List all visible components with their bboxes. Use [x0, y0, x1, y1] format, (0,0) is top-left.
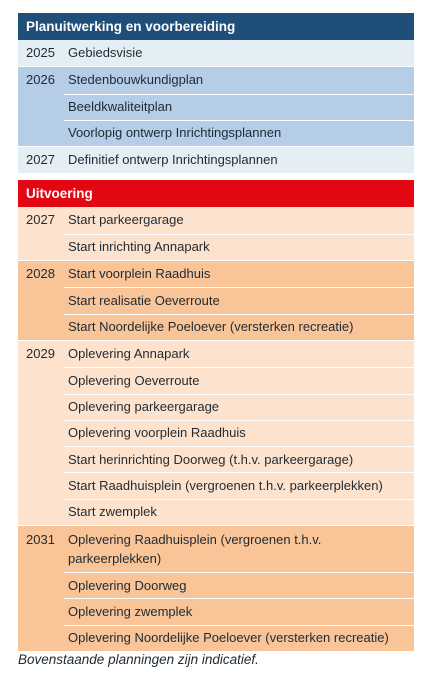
year-group	[18, 147, 414, 174]
activity-item: Start herinrichting Doorweg (t.h.v. parkeergarage)	[64, 446, 414, 472]
activity-item: Oplevering Raadhuisplein (vergroenen t.h.v. parkeerplekken)	[68, 532, 322, 567]
year-cell	[18, 526, 64, 651]
year-group	[18, 261, 414, 341]
activity-item: Oplevering Annapark	[68, 345, 190, 361]
activity-item: Oplevering zwemplek	[64, 598, 414, 624]
planning-table	[18, 13, 414, 652]
activity-list	[64, 40, 414, 66]
year-cell	[18, 40, 64, 66]
activity-item: Start realisatie Oeverroute	[64, 287, 414, 313]
year-cell	[18, 67, 64, 146]
section-planuitwerking	[18, 40, 414, 174]
activity-item: Oplevering parkeergarage	[64, 394, 414, 420]
year-label: 2026	[26, 72, 55, 88]
year-group	[18, 67, 414, 147]
activity-item: Oplevering Noordelijke Poeloever (versterken recreatie)	[64, 625, 414, 651]
year-cell	[18, 147, 64, 173]
activity-item: Oplevering voorplein Raadhuis	[64, 420, 414, 446]
year-group	[18, 526, 414, 652]
activity-item: Voorlopig ontwerp Inrichtingsplannen	[64, 120, 414, 146]
caption: Bovenstaande planningen zijn indicatief.	[18, 652, 259, 667]
activity-item: Start inrichting Annapark	[64, 234, 414, 260]
year-cell	[18, 261, 64, 340]
year-label: 2027	[26, 212, 55, 228]
activity-list	[64, 207, 414, 260]
year-cell	[18, 341, 64, 525]
activity-item: Stedenbouwkundigplan	[68, 72, 204, 88]
section-header-planuitwerking: Planuitwerking en voorbereiding	[18, 13, 414, 40]
section-uitvoering	[18, 207, 414, 651]
activity-list	[64, 67, 414, 146]
activity-item: Start Raadhuisplein (vergroenen t.h.v. parkeerplekken)	[64, 472, 414, 498]
year-label: 2028	[26, 266, 55, 282]
year-group	[18, 40, 414, 67]
year-label: 2025	[26, 45, 55, 60]
activity-item: Start Noordelijke Poeloever (versterken recreatie)	[64, 314, 414, 340]
year-group	[18, 207, 414, 261]
activity-list	[64, 147, 414, 173]
year-label: 2027	[26, 152, 55, 168]
activity-item: Start parkeergarage	[68, 212, 184, 228]
activity-item: Definitief ontwerp Inrichtingsplannen	[68, 152, 278, 168]
activity-item: Gebiedsvisie	[68, 45, 143, 60]
activity-list	[64, 261, 414, 340]
year-group	[18, 341, 414, 526]
activity-list	[64, 526, 414, 651]
activity-item: Oplevering Doorweg	[64, 572, 414, 598]
activity-item: Beeldkwaliteitplan	[64, 94, 414, 120]
activity-item: Start zwemplek	[64, 499, 414, 525]
section-header-uitvoering: Uitvoering	[18, 180, 414, 207]
activity-list	[64, 341, 414, 525]
activity-item: Oplevering Oeverroute	[64, 367, 414, 393]
year-cell	[18, 207, 64, 260]
year-label: 2031	[26, 532, 55, 548]
year-label: 2029	[26, 345, 55, 361]
activity-item: Start voorplein Raadhuis	[68, 266, 211, 282]
